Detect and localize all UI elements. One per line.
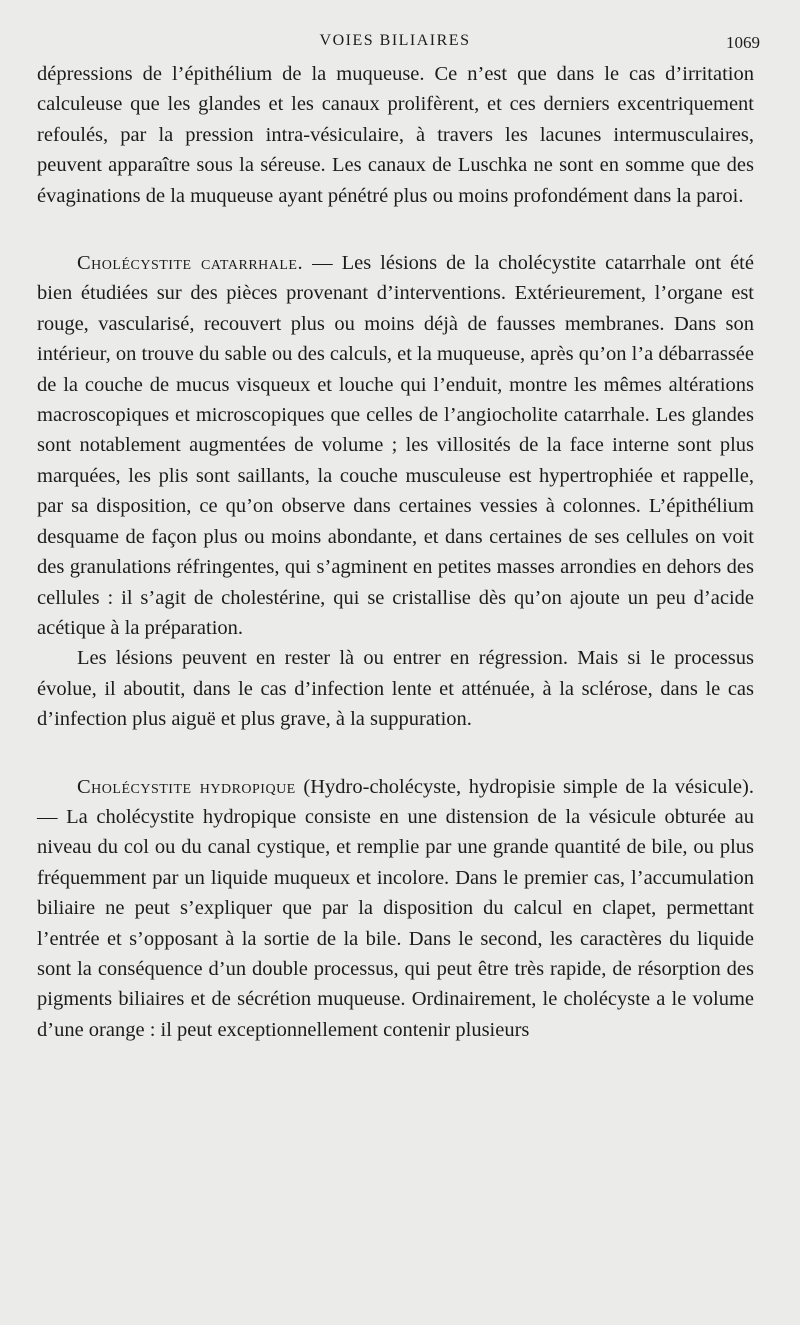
body-text xyxy=(37,59,754,1045)
paragraph-text-hydropique: (Hydro-cholécyste, hydropisie simple de la vésicule). — La cholécystite hydropique consiste en une distension de la vésicule obturée au niveau du col ou du canal cystique, et remplie par une grande quantité de bile, ou plus fréquemment par un liquide muqueux et incolore. Dans le premier cas, l’accumulation biliaire ne peut s’expliquer que par la disposition du calcul en clapet, permettant l’entrée et s’opposant à la sortie de la bile. Dans le second, les caractères du liquide sont la conséquence d’un double processus, qui peut être très rapide, de résorption des pigments biliaires et de sécrétion muqueuse. Ordinairement, le cholécyste a le volume d’une orange : il peut exceptionnellement contenir plusieurs xyxy=(37,775,754,1041)
running-title: VOIES BILIAIRES xyxy=(319,32,471,49)
section-heading-catarrhale: Cholécystite catarrhale. xyxy=(77,252,304,275)
paragraph-continuation: dépressions de l’épithélium de la muqueuse. Ce n’est que dans le cas d’irritation calculeuse que les glandes et les canaux prolifèrent, et ces derniers excentriquement refoulés, par la pression intra-vésiculaire, à travers les lacunes intermusculaires, peuvent apparaître sous la séreuse. Les canaux de Luschka ne sont en somme que des évaginations de la muqueuse ayant pénétré plus ou moins profondément dans la paroi. xyxy=(37,63,754,207)
page-number: 1069 xyxy=(726,33,760,52)
section-heading-hydropique: Cholécystite hydropique xyxy=(77,775,296,798)
paragraph-cholecystite-catarrhale xyxy=(37,248,754,643)
paragraph-regression: Les lésions peuvent en rester là ou entrer en régression. Mais si le processus évolue, il aboutit, dans le cas d’infection lente et atténuée, à la sclérose, dans le cas d’infection plus aiguë et plus grave, à la suppuration. xyxy=(37,647,754,731)
running-head xyxy=(0,30,800,54)
paragraph-text-catarrhale: — Les lésions de la cholécystite catarrhale ont été bien étudiées sur des pièces provenant d’interventions. Extérieurement, l’organe est rouge, vascularisé, recouvert plus ou moins déjà de fausses membranes. Dans son intérieur, on trouve du sable ou des calculs, et la muqueuse, après qu’on l’a débarrassée de la couche de mucus visqueux et louche qui l’enduit, montre les mêmes altérations macroscopiques et microscopiques que celles de l’angiocholite catarrhale. Les glandes sont notablement augmentées de volume ; les villosités de la face interne sont plus marquées, les plis sont saillants, la couche musculeuse est hypertrophiée et rappelle, par sa disposition, ce qu’on observe dans certaines vessies à colonnes. L’épithélium desquame de façon plus ou moins abondante, et dans certaines de ses cellules on voit des granulations réfringentes, qui s’agminent en petites masses arrondies en dehors des cellules : il s’agit de cholestérine, qui se cristallise dès qu’on ajoute un peu d’acide acétique à la préparation. xyxy=(37,252,754,639)
paragraph-cholecystite-hydropique xyxy=(37,772,754,1046)
